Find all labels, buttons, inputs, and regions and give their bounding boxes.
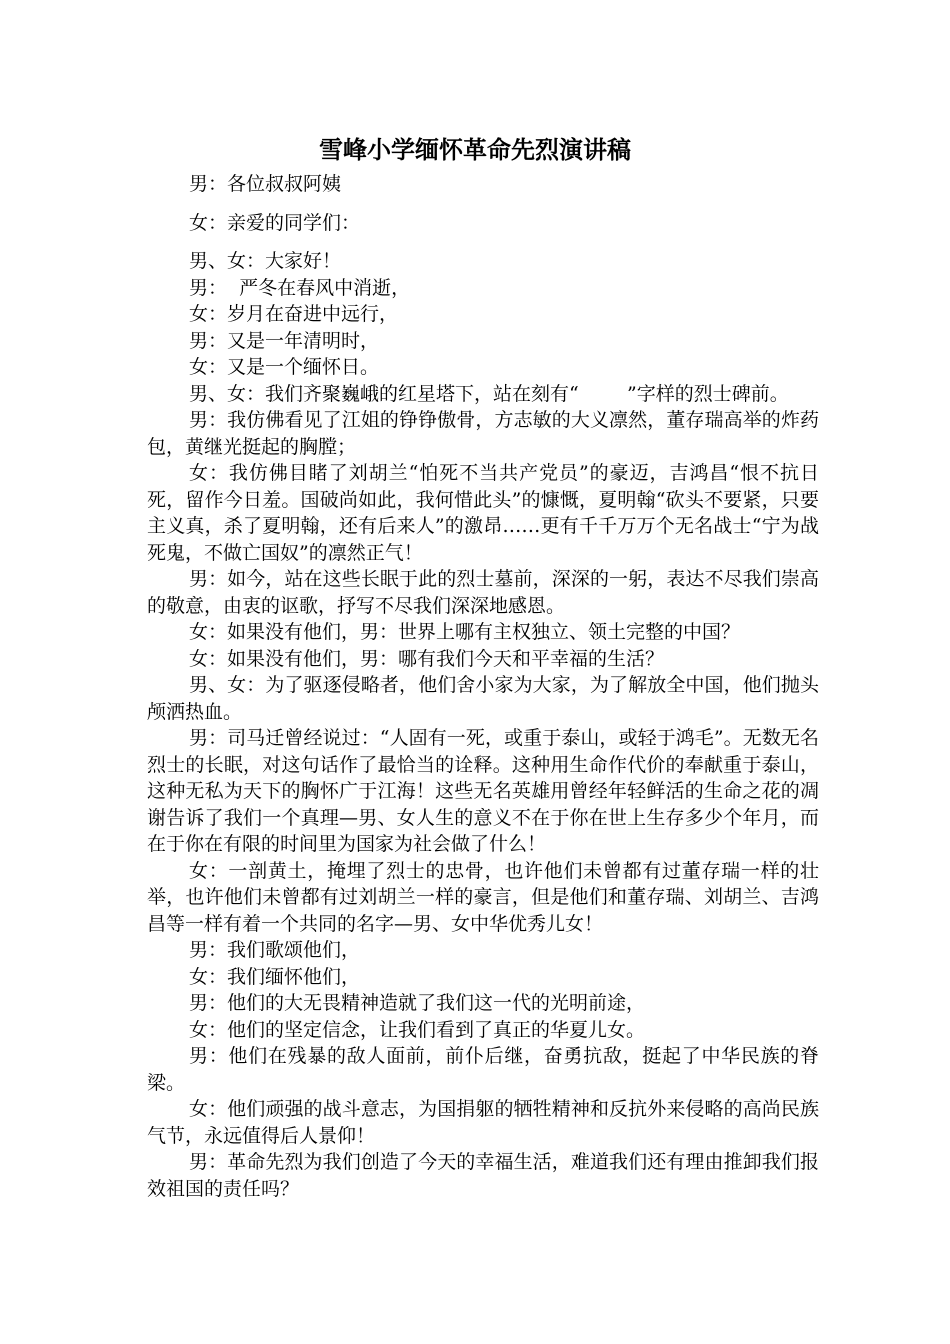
speech-line: 女：一剖黄土，掩埋了烈士的忠骨，也许他们未曾都有过董存瑞一样的壮举，也许他们未曾都有过刘胡兰一样的豪言，但是他们和董存瑞、刘胡兰、吉鸿昌等一样有着一个共同的名字—男、女中华优秀儿女！ xyxy=(147,859,819,935)
speech-line: 女：如果没有他们，男：哪有我们今天和平幸福的生活？ xyxy=(189,647,665,670)
speech-line: 男：革命先烈为我们创造了今天的幸福生活，难道我们还有理由推卸我们报效祖国的责任吗？ xyxy=(147,1151,819,1200)
speech-line: 男： 严冬在春风中消逝， xyxy=(189,276,411,299)
document-title: 雪峰小学缅怀革命先烈演讲稿 xyxy=(319,136,631,164)
speech-line: 男、女：大家好！ xyxy=(189,250,342,272)
speech-line: 女：又是一个缅怀日。 xyxy=(189,356,380,378)
speech-line: 男：我仿佛看见了江姐的铮铮傲骨，方志敏的大义凛然，董存瑞高举的炸药包，黄继光挺起的胸膛； xyxy=(147,409,819,458)
speech-body xyxy=(147,171,819,1202)
speech-line: 女：亲爱的同学们： xyxy=(189,211,361,234)
speech-line: 女：如果没有他们，男：世界上哪有主权独立、领土完整的中国？ xyxy=(189,621,741,643)
speech-line: 男：又是一年清明时， xyxy=(189,329,380,352)
speech-line: 男：如今，站在这些长眠于此的烈士墓前，深深的一躬，表达不尽我们崇高的敬意，由衷的讴歌，抒写不尽我们深深地感恩。 xyxy=(147,568,819,617)
speech-line: 女：岁月在奋进中远行， xyxy=(189,303,399,325)
speech-line: 男、女：为了驱逐侵略者，他们舍小家为大家，为了解放全中国，他们抛头颅洒热血。 xyxy=(147,674,819,723)
speech-line: 男：各位叔叔阿姨 xyxy=(189,173,342,195)
speech-line: 女：我们缅怀他们， xyxy=(189,965,361,988)
speech-line: 男：他们的大无畏精神造就了我们这一代的光明前途， xyxy=(189,992,646,1014)
speech-line: 男：司马迁曾经说过：“人固有一死，或重于泰山，或轻于鸿毛”。无数无名烈士的长眠，对这句话作了最恰当的诠释。这种用生命作代价的奉献重于泰山，这种无私为天下的胸怀广于江海！这些无名英雄用曾经年轻鲜活的生命之花的凋谢告诉了我们一个真理—男、女人生的意义不在于你在世上生存多少个年月，而在于你在有限的时间里为国家为社会做了什么！ xyxy=(147,727,819,855)
speech-line: 女：他们顽强的战斗意志，为国捐躯的牺牲精神和反抗外来侵略的高尚民族气节，永远值得后人景仰！ xyxy=(147,1098,819,1147)
speech-line: 男：他们在残暴的敌人面前，前仆后继，奋勇抗敌，挺起了中华民族的脊梁。 xyxy=(147,1045,819,1094)
speech-line: 男、女：我们齐聚巍峨的红星塔下，站在刻有“ ”字样的烈士碑前。 xyxy=(189,382,789,405)
speech-line: 女：他们的坚定信念，让我们看到了真正的华夏儿女。 xyxy=(189,1018,646,1041)
speech-line: 男：我们歌颂他们， xyxy=(189,939,361,961)
speech-line: 女：我仿佛目睹了刘胡兰“怕死不当共产党员”的豪迈，吉鸿昌“恨不抗日死，留作今日羞。国破尚如此，我何惜此头”的慷慨，夏明翰“砍头不要紧，只要主义真，杀了夏明翰，还有后来人”的激昂……更有千千万万个无名战士“宁为战死鬼，不做亡国奴”的凛然正气！ xyxy=(147,462,819,564)
